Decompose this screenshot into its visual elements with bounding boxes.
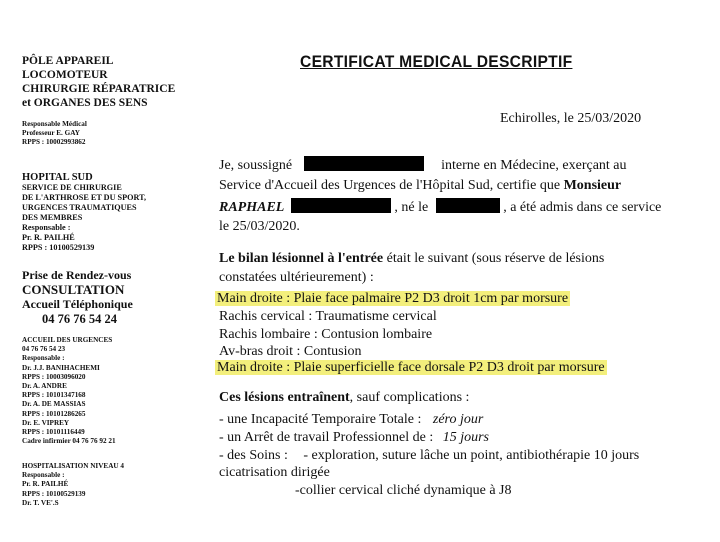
bilan-text: était le suivant (sous réserve de lésions (386, 251, 605, 266)
consequences-heading-line (219, 389, 469, 407)
soins-value: - exploration, suture lâche un point, antibiothérapie 10 jours (303, 448, 640, 463)
rdv-phone: 04 76 76 54 24 (42, 312, 117, 326)
urgences-line: RPPS : 10003096020 (22, 372, 86, 381)
itt-value: zéro jour (432, 412, 484, 427)
arret-label: - un Arrêt de travail Professionnel de : (219, 430, 434, 445)
hospital-line: DES MEMBRES (22, 213, 83, 222)
redaction-name (304, 156, 424, 171)
hospitalisation-line: Responsable : (22, 471, 65, 480)
itt-line (219, 411, 483, 429)
bilan-line-1 (219, 250, 604, 268)
lesion-item: Rachis lombaire : Contusion lombaire (219, 327, 433, 342)
urgences-line: Dr. E. VIPREY (22, 418, 70, 427)
intro-text: , né le (394, 200, 429, 215)
lesion-item (215, 359, 607, 377)
urgences-line: 04 76 76 54 23 (22, 345, 66, 354)
lesion-item: Rachis cervical : Traumatisme cervical (219, 309, 437, 324)
urgences-line: Cadre infirmier 04 76 76 92 21 (22, 437, 116, 446)
urgences-line: Responsable : (22, 354, 65, 363)
hospital-line: RPPS : 10100529139 (22, 243, 95, 252)
urgences-line: RPPS : 10101286265 (22, 409, 86, 418)
hospitalisation-line: HOSPITALISATION NIVEAU 4 (22, 462, 124, 470)
hospital-title: HOPITAL SUD (22, 172, 93, 183)
lesion-highlight: Main droite : Plaie face palmaire P2 D3 droit 1cm par morsure (217, 291, 569, 306)
hospital-line: DE L'ARTHROSE ET DU SPORT, (22, 193, 147, 202)
department-name (22, 54, 175, 110)
org-line: LOCOMOTEUR (22, 69, 108, 81)
org-line: CHIRURGIE RÉPARATRICE (22, 83, 176, 95)
resp-line: Responsable Médical (22, 120, 87, 128)
hospital-line: URGENCES TRAUMATIQUES (22, 203, 137, 212)
intro-text: Je, soussigné (219, 158, 293, 173)
intro-text: , a été admis dans ce service (503, 200, 662, 215)
arret-line (219, 429, 489, 447)
appointment-block (22, 268, 133, 327)
lesion-item (215, 290, 570, 308)
urgences-line: Dr. J.J. BANIHACHEMI (22, 363, 100, 372)
lesion-highlight: Main droite : Plaie superficielle face dorsale P2 D3 droit par morsure (217, 360, 605, 375)
intro-text: Service d'Accueil des Urgences de l'Hôpital Sud, certifie que (219, 178, 561, 193)
arret-value: 15 jours (442, 430, 490, 445)
resp-line: RPPS : 10002993862 (22, 138, 86, 147)
redaction-birthdate (436, 198, 500, 213)
patient-firstname: RAPHAEL (219, 200, 285, 215)
bilan-heading: Le bilan lésionnel à l'entrée (219, 251, 384, 266)
lesion-item: Av-bras droit : Contusion (219, 344, 362, 359)
hospital-block (22, 172, 146, 253)
intro-monsieur: Monsieur (563, 178, 622, 193)
hospitalisation-line: Pr. R. PAILHÉ (22, 480, 69, 489)
consequences-heading: Ces lésions entraînent (219, 390, 350, 405)
itt-label: - une Incapacité Temporaire Totale : (219, 412, 422, 427)
consequences-text: , sauf complications : (349, 390, 470, 405)
urgences-line: RPPS : 10101116449 (22, 428, 85, 437)
hospital-line: Pr. R. PAILHÉ (22, 233, 75, 242)
date-line: Echirolles, le 25/03/2020 (500, 111, 642, 126)
collier-line: -collier cervical cliché dynamique à J8 (295, 483, 512, 498)
soins-label: - des Soins : (219, 448, 288, 463)
soins-continued: cicatrisation dirigée (219, 465, 330, 480)
urgences-line: ACCUEIL DES URGENCES (22, 336, 113, 344)
intro-line-2 (219, 177, 621, 195)
document-title: CERTIFICAT MEDICAL DESCRIPTIF (300, 52, 573, 71)
redaction-lastname (291, 198, 391, 213)
hospitalisation-block (22, 462, 124, 508)
intro-line-1 (219, 156, 627, 174)
org-line: et ORGANES DES SENS (22, 97, 148, 109)
rdv-consultation: CONSULTATION (22, 282, 125, 297)
urgences-block (22, 336, 116, 446)
org-line: PÔLE APPAREIL (22, 55, 114, 67)
rdv-title: Prise de Rendez-vous (22, 268, 132, 282)
intro-line-3 (219, 198, 661, 216)
hospital-line: Responsable : (22, 223, 71, 232)
rdv-accueil: Accueil Téléphonique (22, 297, 133, 311)
intro-line-4: le 25/03/2020. (219, 219, 300, 234)
urgences-line: RPPS : 10101347168 (22, 391, 86, 400)
intro-text: interne en Médecine, exerçant au (441, 158, 627, 173)
hospitalisation-line: Dr. T. VE'.S (22, 498, 59, 507)
bilan-line-2: constatées ultérieurement) : (219, 270, 374, 285)
hospital-line: SERVICE DE CHIRURGIE (22, 183, 122, 192)
urgences-line: Dr. A. DE MASSIAS (22, 400, 86, 409)
resp-line: Professeur E. GAY (22, 129, 80, 138)
medical-head (22, 120, 87, 148)
hospitalisation-line: RPPS : 10100529139 (22, 489, 86, 498)
soins-line (219, 447, 639, 465)
urgences-line: Dr. A. ANDRE (22, 382, 67, 391)
